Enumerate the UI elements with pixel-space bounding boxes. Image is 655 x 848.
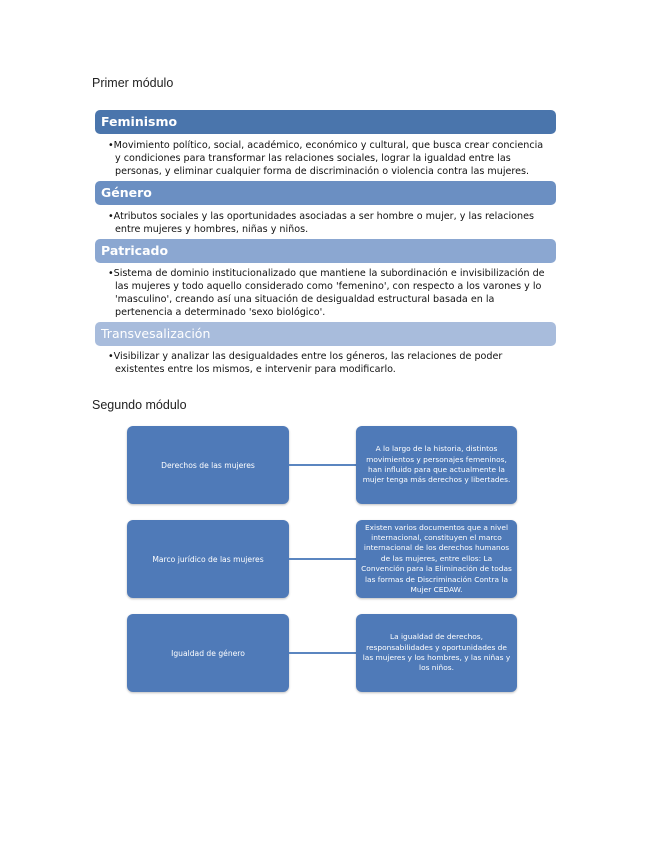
- box-marco-desc: [356, 520, 517, 598]
- box-marco-juridico: [127, 520, 289, 598]
- box-igualdad-desc-text: La igualdad de derechos, responsabilidades y oportunidades de las mujeres y los hombres, y las niñas y los niños.: [362, 632, 511, 673]
- box-igualdad-desc: [356, 614, 517, 692]
- heading-transvesalizacion: Transvesalización: [95, 322, 556, 346]
- primer-modulo-title: Primer módulo: [92, 76, 174, 90]
- box-derechos-desc-text: A lo largo de la historia, distintos movimientos y personajes femeninos, han influido para que actualmente la mujer tenga más derechos y libertades.: [362, 444, 511, 485]
- heading-feminismo: Feminismo: [95, 110, 556, 134]
- desc-feminismo-text: • Movimiento político, social, académico, económico y cultural, que busca crear conciencia y condiciones para transformar las relaciones sociales, lograr la igualdad entre las personas, y eliminar cualquier forma de discriminación o violencia contra las mujeres.: [108, 139, 548, 178]
- connector-1: [289, 464, 356, 466]
- desc-transvesalizacion-text: • Visibilizar y analizar las desigualdades entre los géneros, las relaciones de poder existentes entre los mismos, e intervenir para modificarlo.: [108, 350, 548, 376]
- segundo-modulo-title: Segundo módulo: [92, 398, 187, 412]
- box-derechos-mujeres-label: Derechos de las mujeres: [161, 460, 255, 470]
- desc-feminismo: [108, 139, 548, 178]
- box-marco-desc-text: Existen varios documentos que a nivel internacional, constituyen el marco internacional de los derechos humanos de las mujeres, entre ellos: La Convención para la Eliminación de todas las formas de Discriminación Contra la Mujer CEDAW.: [361, 522, 512, 595]
- desc-patricado: [108, 267, 548, 319]
- connector-2: [289, 558, 356, 560]
- connector-3: [289, 652, 356, 654]
- box-igualdad-genero-label: Igualdad de género: [171, 648, 245, 658]
- desc-patricado-text: • Sistema de dominio institucionalizado que mantiene la subordinación e invisibilización de las mujeres y todo aquello considerado como 'femenino', con respecto a los varones y lo 'masculino', creando así una situación de desigualdad estructural basada en la pertenencia a determinado 'sexo biológico'.: [108, 267, 548, 319]
- desc-genero-text: • Atributos sociales y las oportunidades asociadas a ser hombre o mujer, y las relaciones entre mujeres y hombres, niñas y niños.: [108, 210, 548, 236]
- desc-genero: [108, 210, 548, 236]
- box-derechos-mujeres: [127, 426, 289, 504]
- box-igualdad-genero: [127, 614, 289, 692]
- heading-patricado: Patricado: [95, 239, 556, 263]
- box-marco-juridico-label: Marco jurídico de las mujeres: [152, 554, 264, 564]
- box-derechos-desc: [356, 426, 517, 504]
- desc-transvesalizacion: [108, 350, 548, 376]
- heading-genero: Género: [95, 181, 556, 205]
